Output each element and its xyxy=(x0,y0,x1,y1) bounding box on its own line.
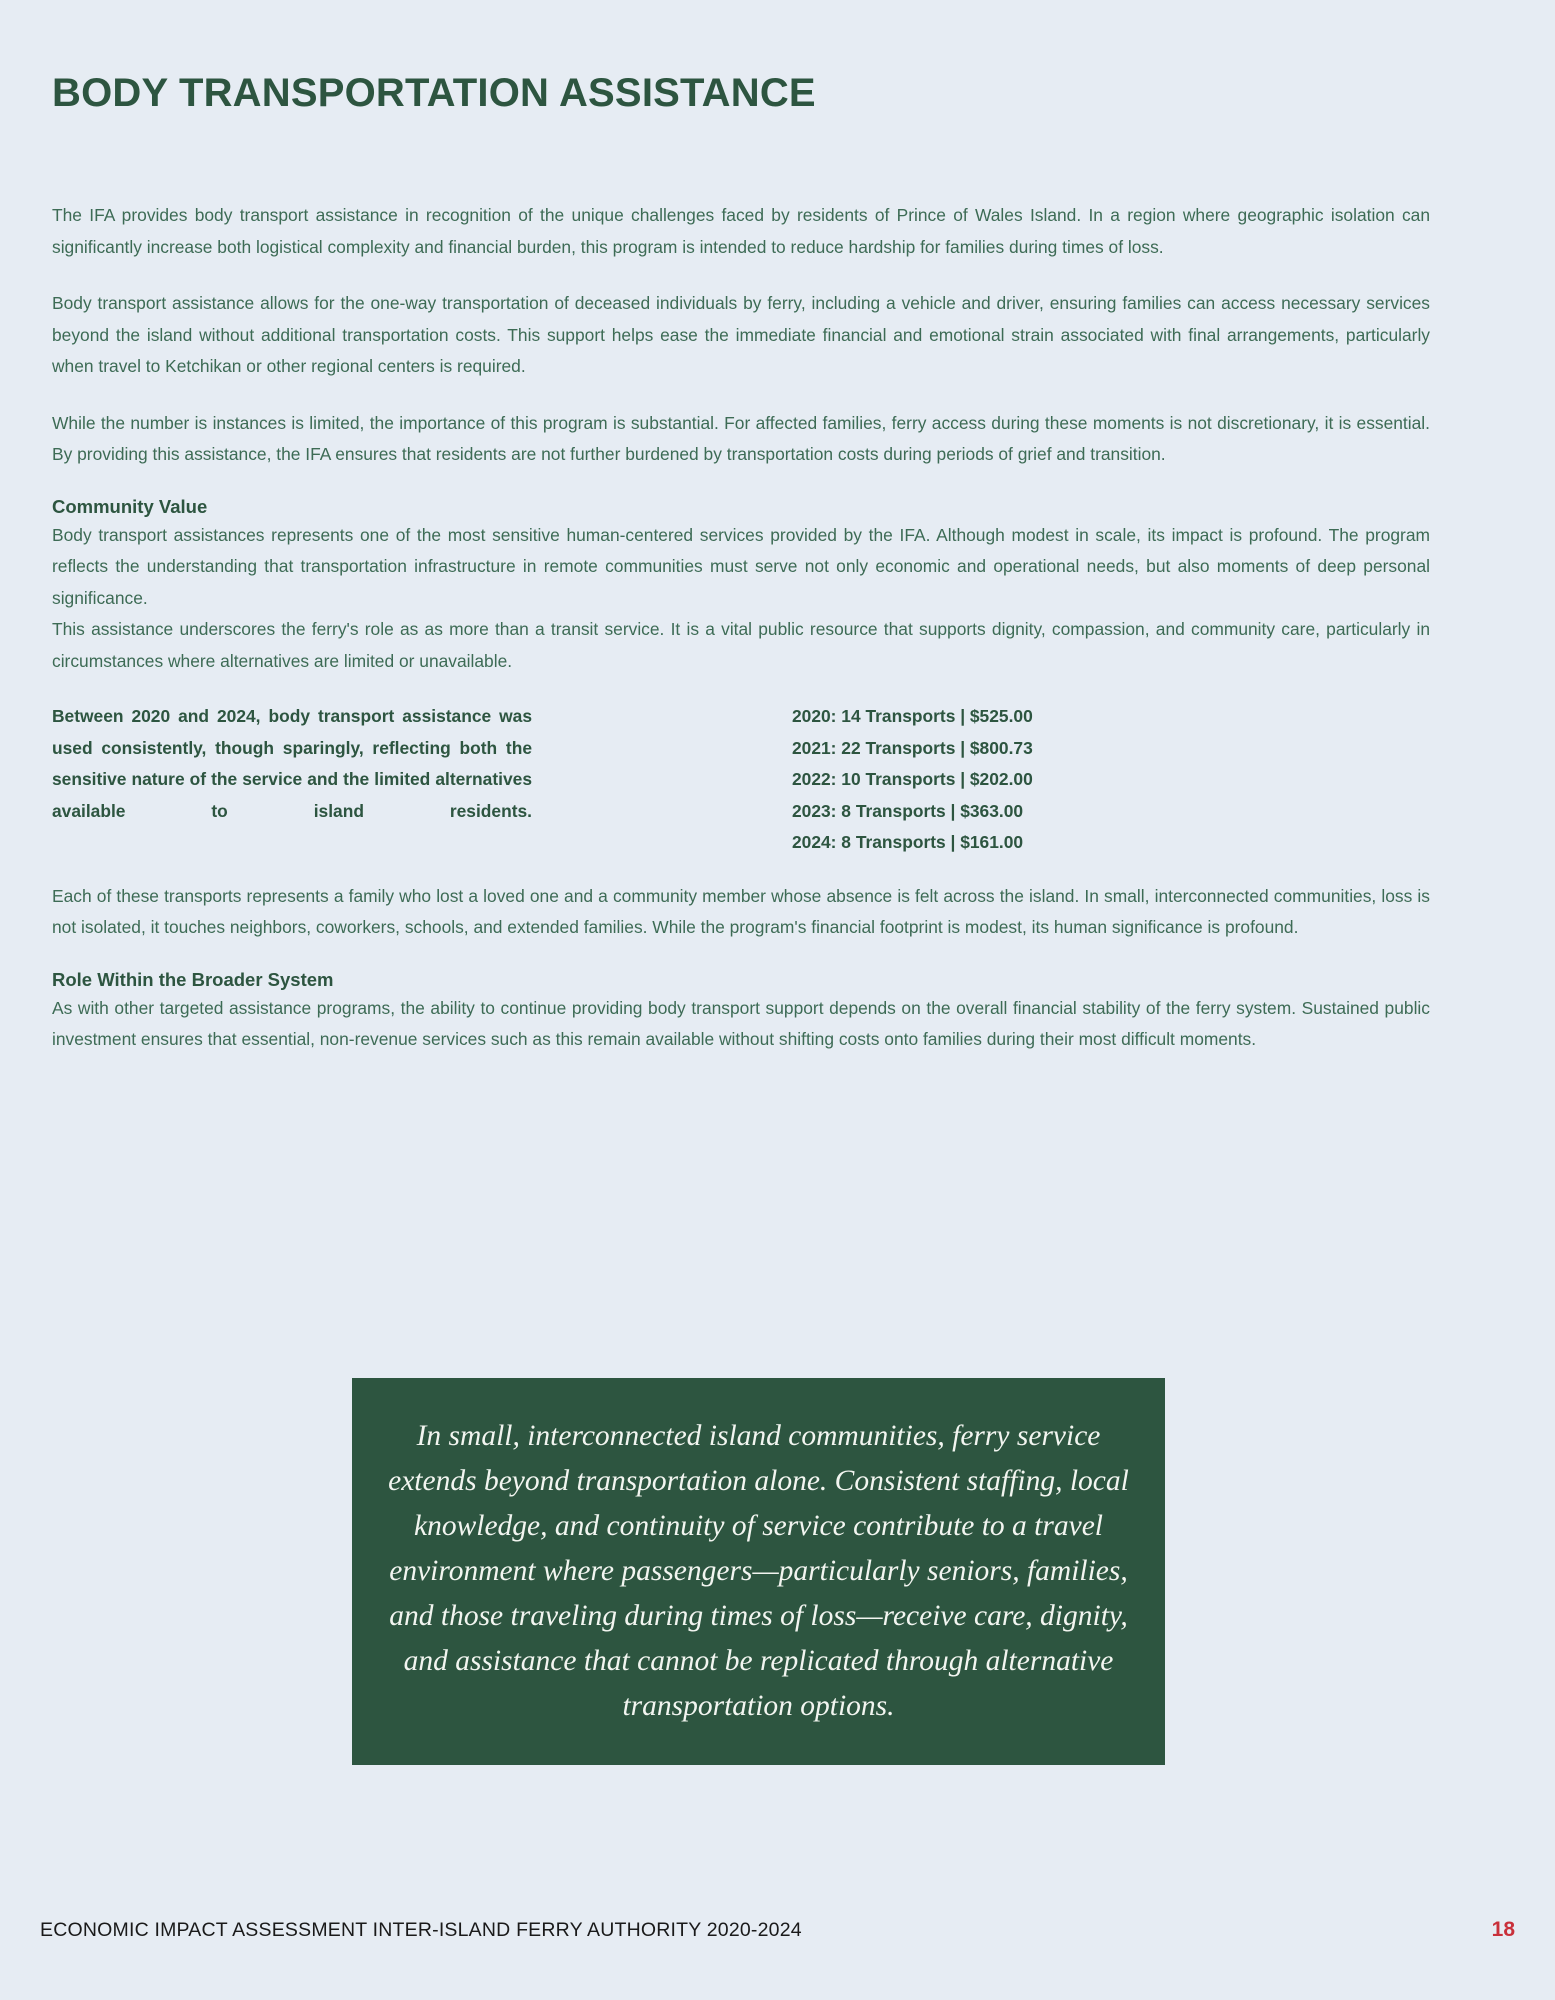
pull-quote-text: In small, interconnected island communities, ferry service extends beyond transportation alone. Consistent staffing, local knowledge, and continuity of service contribute to a travel environment where passengers—particularly seniors, families, and those traveling during times of loss—receive care, dignity, and assistance that cannot be replicated through alternative transportation options. xyxy=(388,1420,1129,1722)
stats-row xyxy=(52,701,1430,859)
community-value-paragraph-1: Body transport assistances represents one of the most sensitive human-centered services provided by the IFA. Although modest in scale, its impact is profound. The program reflects the understanding that transportation infrastructure in remote communities must serve not only economic and operational needs, but also moments of deep personal significance. xyxy=(52,524,1430,608)
page-footer xyxy=(40,1918,1515,1942)
community-value-heading: Community Value xyxy=(52,495,208,517)
main-content xyxy=(52,200,1430,1080)
intro-paragraph-1: The IFA provides body transport assistance in recognition of the unique challenges faced by residents of Prince of Wales Island. In a region where geographic isolation can significantly increase both logistical complexity and financial burden, this program is intended to reduce hardship for families during times of loss. xyxy=(52,205,1430,257)
page-title: BODY TRANSPORTATION ASSISTANCE xyxy=(52,70,816,115)
stat-line: 2022: 10 Transports | $202.00 xyxy=(792,769,1033,789)
stat-line: 2024: 8 Transports | $161.00 xyxy=(792,832,1024,852)
stat-line: 2021: 22 Transports | $800.73 xyxy=(792,737,1033,758)
pull-quote-box xyxy=(352,1378,1165,1765)
broader-system-paragraph: As with other targeted assistance programs, the ability to continue providing body transport support depends on the overall financial stability of the ferry system. Sustained public investment ensures that essential, non-revenue services such as this remain available without shifting costs onto families during their most difficult moments. xyxy=(52,997,1430,1049)
stat-line: 2023: 8 Transports | $363.00 xyxy=(792,800,1024,821)
footer-title: ECONOMIC IMPACT ASSESSMENT INTER-ISLAND FERRY AUTHORITY 2020-2024 xyxy=(40,1919,802,1941)
intro-paragraph-3: While the number is instances is limited, the importance of this program is substantial. For affected families, ferry access during these moments is not discretionary, it is essential. By providing this assistance, the IFA ensures that residents are not further burdened by transportation costs during periods of grief and transition. xyxy=(52,412,1430,464)
community-value-section xyxy=(52,496,1430,678)
broader-system-heading: Role Within the Broader System xyxy=(52,968,334,990)
community-value-paragraph-2: This assistance underscores the ferry's role as as more than a transit service. It is a vital public resource that supports dignity, compassion, and community care, particularly in circumstances where alternatives are limited or unavailable. xyxy=(52,619,1430,671)
stat-line: 2020: 14 Transports | $525.00 xyxy=(792,706,1033,726)
stats-list xyxy=(532,701,1430,859)
page-number: 18 xyxy=(1491,1918,1515,1941)
broader-system-section xyxy=(52,969,1430,1056)
after-stats-paragraph: Each of these transports represents a family who lost a loved one and a community member whose absence is felt across the island. In small, interconnected communities, loss is not isolated, it touches neighbors, coworkers, schools, and extended families. While the program's financial footprint is modest, its human significance is profound. xyxy=(52,885,1430,937)
stats-summary-text: Between 2020 and 2024, body transport assistance was used consistently, though sparingly, reflecting both the sensitive nature of the service and the limited alternatives available to island residents. xyxy=(52,706,532,821)
intro-paragraph-2: Body transport assistance allows for the one-way transportation of deceased individuals by ferry, including a vehicle and driver, ensuring families can access necessary services beyond the island without additional transportation costs. This support helps ease the immediate financial and emotional strain associated with final arrangements, particularly when travel to Ketchikan or other regional centers is required. xyxy=(52,293,1430,376)
